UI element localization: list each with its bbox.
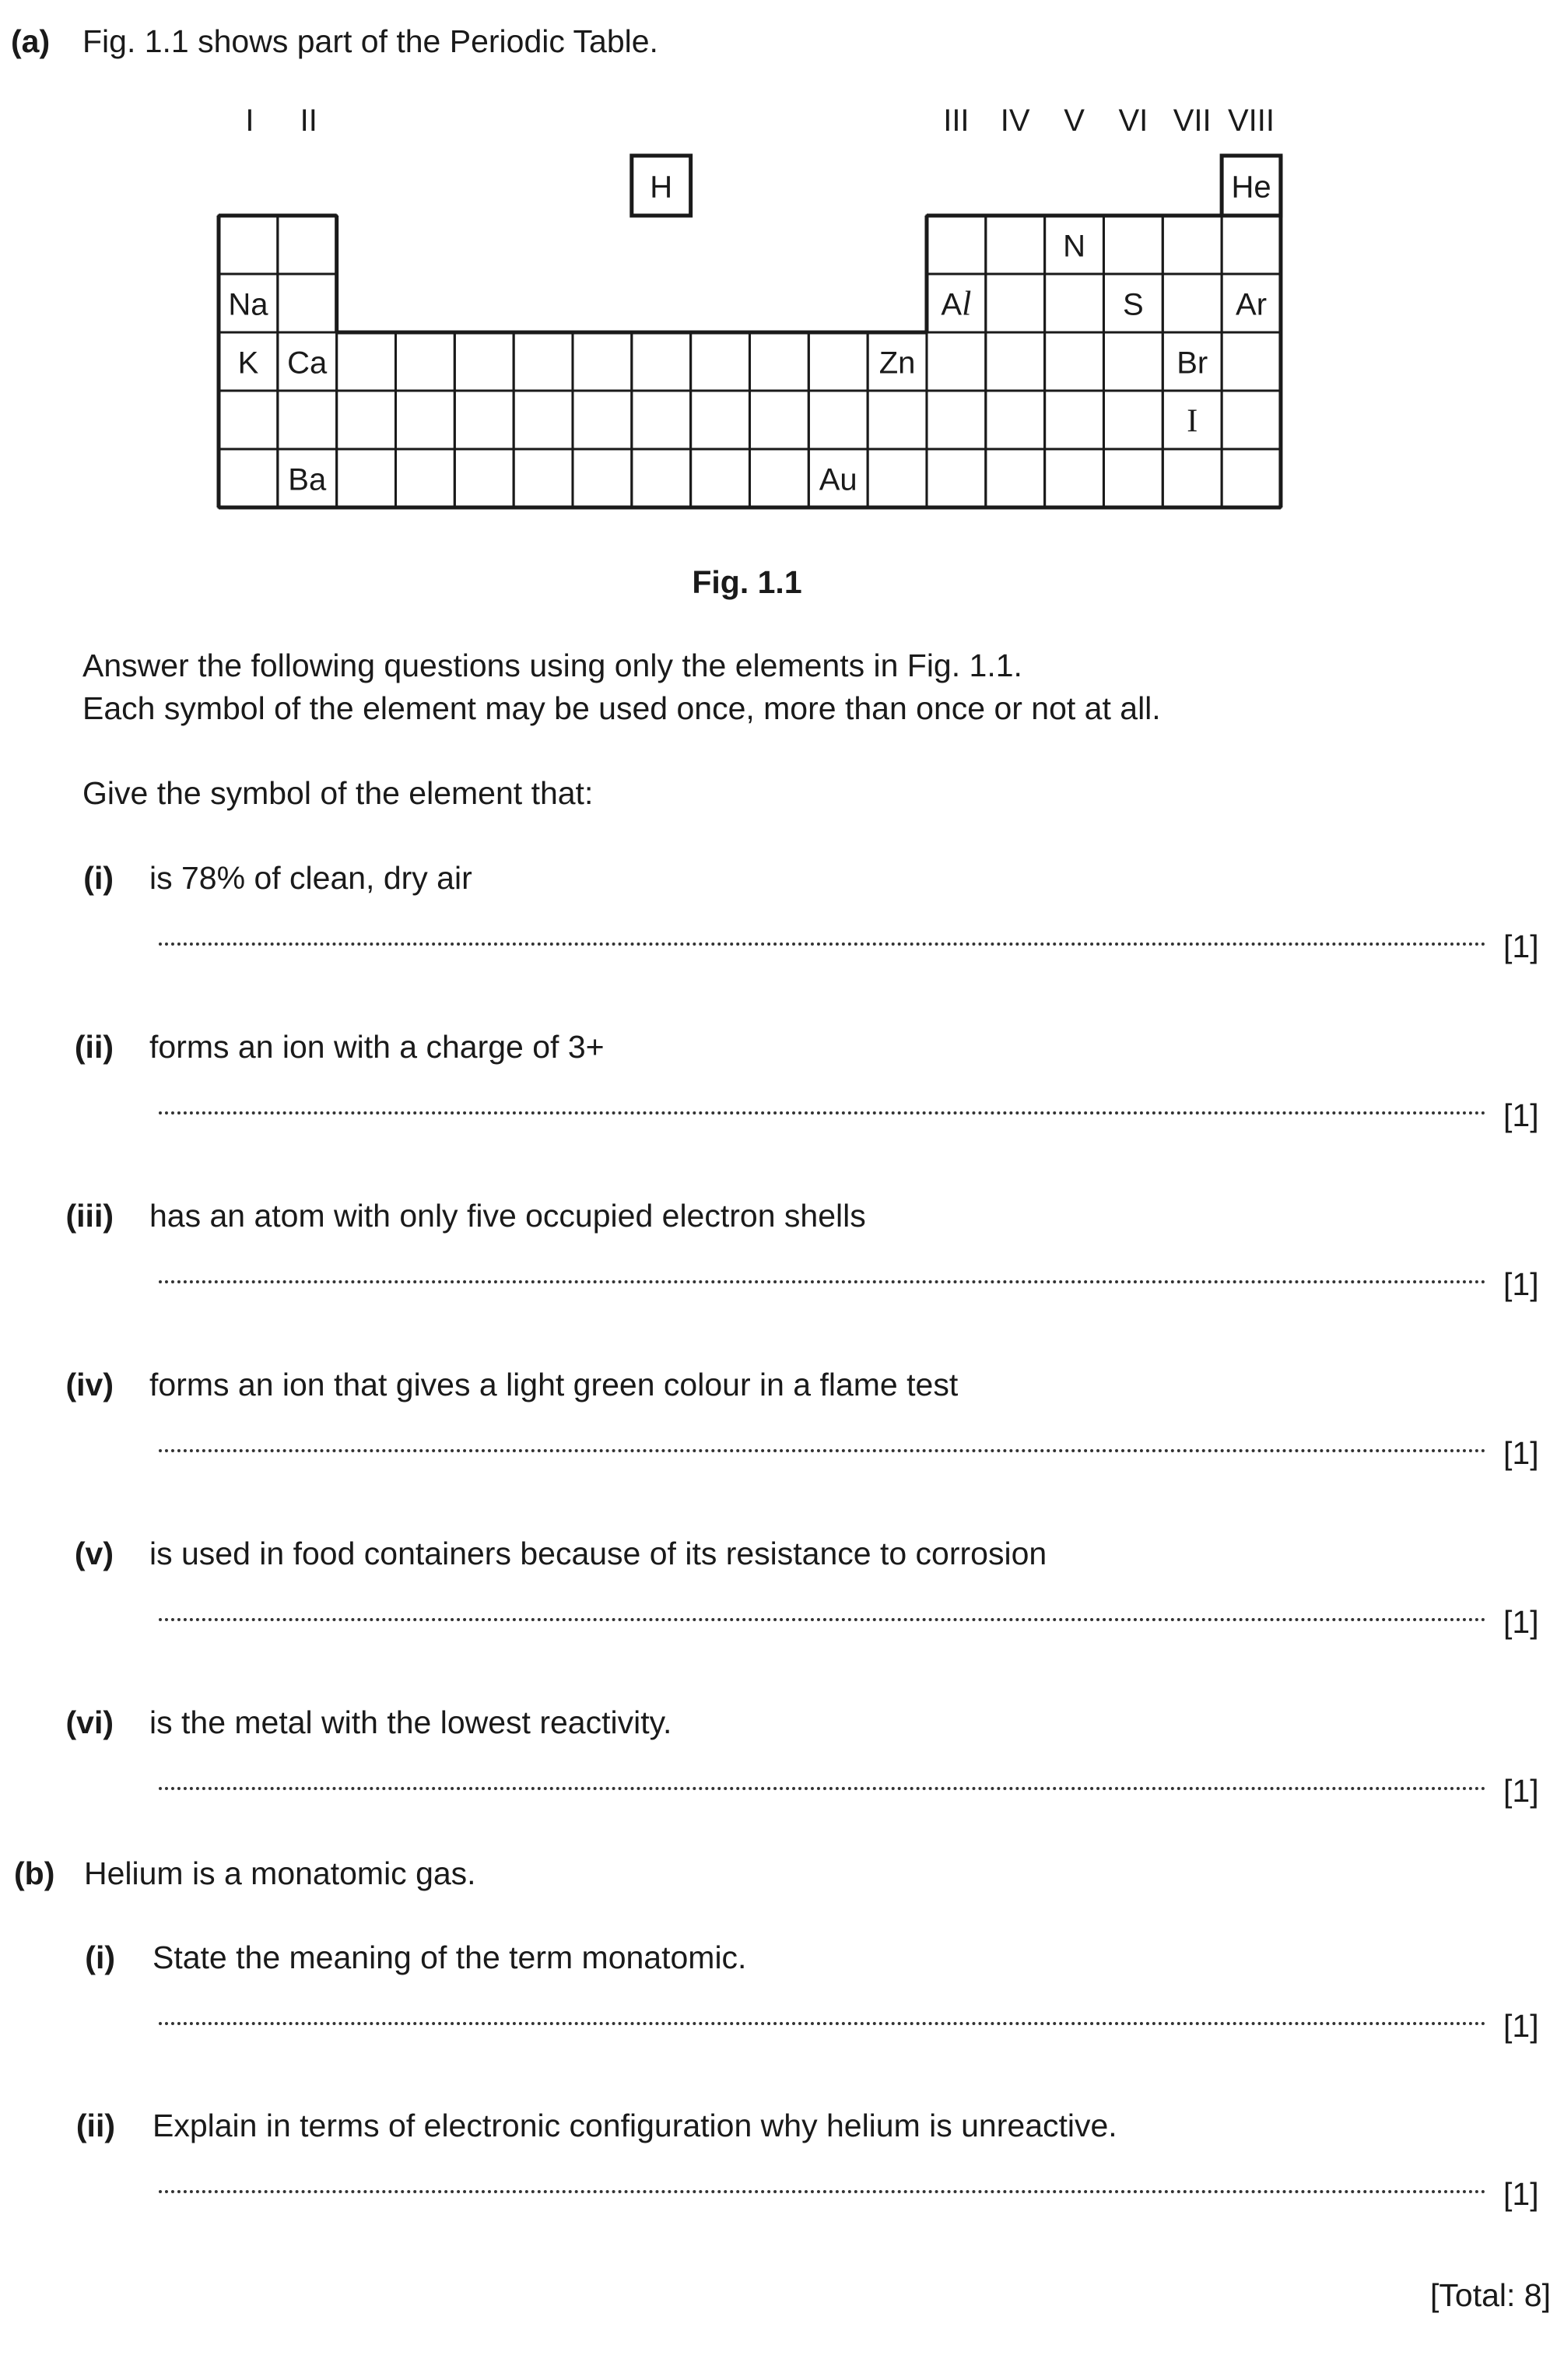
element-na: Na [228,287,268,322]
answer-line[interactable] [159,1443,1486,1452]
periodic-table-grid [219,156,1281,507]
figure-caption: Fig. 1.1 [692,564,802,600]
marks-label: [1] [1503,2008,1539,2044]
group-label: IV [1000,104,1030,138]
question-number: (vi) [65,1704,114,1740]
question-number: (v) [74,1536,114,1571]
question-number: (ii) [74,1029,114,1065]
part-a-label: (a) [11,23,51,59]
answer-line[interactable] [159,936,1486,946]
question-text: is 78% of clean, dry air [149,860,472,896]
marks-label: [1] [1503,1097,1539,1133]
group-label: V [1064,104,1085,138]
answer-line[interactable] [159,2184,1486,2193]
element-al: Al [941,284,972,323]
element-n: N [1063,229,1085,264]
element-br: Br [1177,346,1208,381]
answer-line[interactable] [159,1781,1486,1790]
periodic-table-figure [0,0,1557,529]
part-b-intro: Helium is a monatomic gas. [84,1855,476,1891]
element-au: Au [819,462,857,497]
question-number: (i) [85,1939,115,1975]
instruction-line-1: Answer the following questions using only the elements in Fig. 1.1. [82,648,1022,683]
answer-line[interactable] [159,1105,1486,1115]
marks-label: [1] [1503,1266,1539,1302]
answer-line[interactable] [159,1612,1486,1621]
question-text: forms an ion that gives a light green colour in a flame test [149,1367,959,1402]
marks-label: [1] [1503,2176,1539,2212]
element-he: He [1231,170,1271,205]
question-text: forms an ion with a charge of 3+ [149,1029,605,1065]
question-text: Explain in terms of electronic configuration why helium is unreactive. [153,2108,1117,2143]
element-ba: Ba [288,462,327,497]
question-text: is used in food containers because of its resistance to corrosion [149,1536,1047,1571]
group-label: I [245,104,254,138]
marks-label: [1] [1503,1773,1539,1809]
question-number: (iv) [65,1367,114,1402]
question-number: (ii) [75,2108,115,2143]
instruction-line-2: Each symbol of the element may be used once, more than once or not at all. [82,690,1161,726]
answer-line[interactable] [159,2016,1486,2025]
answer-line[interactable] [159,1274,1486,1283]
marks-label: [1] [1503,928,1539,964]
give-symbol-prompt: Give the symbol of the element that: [82,775,594,811]
element-s: S [1123,287,1144,322]
group-label: VI [1118,104,1148,138]
question-text: has an atom with only five occupied electron shells [149,1198,866,1234]
part-a-intro: Fig. 1.1 shows part of the Periodic Table. [82,23,658,59]
question-number: (iii) [65,1198,114,1234]
marks-label: [1] [1503,1435,1539,1471]
question-number: (i) [83,860,114,896]
part-b-label: (b) [14,1855,55,1891]
group-label: II [300,104,317,138]
element-k: K [237,346,259,381]
element-zn: Zn [878,346,916,381]
group-label: III [943,104,970,138]
question-text: is the metal with the lowest reactivity. [149,1704,672,1740]
question-text: State the meaning of the term monatomic. [153,1939,747,1975]
total-marks: [Total: 8] [1430,2277,1551,2313]
element-ca: Ca [287,346,328,381]
marks-label: [1] [1503,1604,1539,1640]
group-label: VIII [1228,104,1275,138]
periodic-table-symbols [228,104,1275,497]
element-i: I [1187,403,1198,440]
element-ar: Ar [1236,287,1268,322]
group-label: VII [1173,104,1212,138]
element-h: H [650,170,673,205]
